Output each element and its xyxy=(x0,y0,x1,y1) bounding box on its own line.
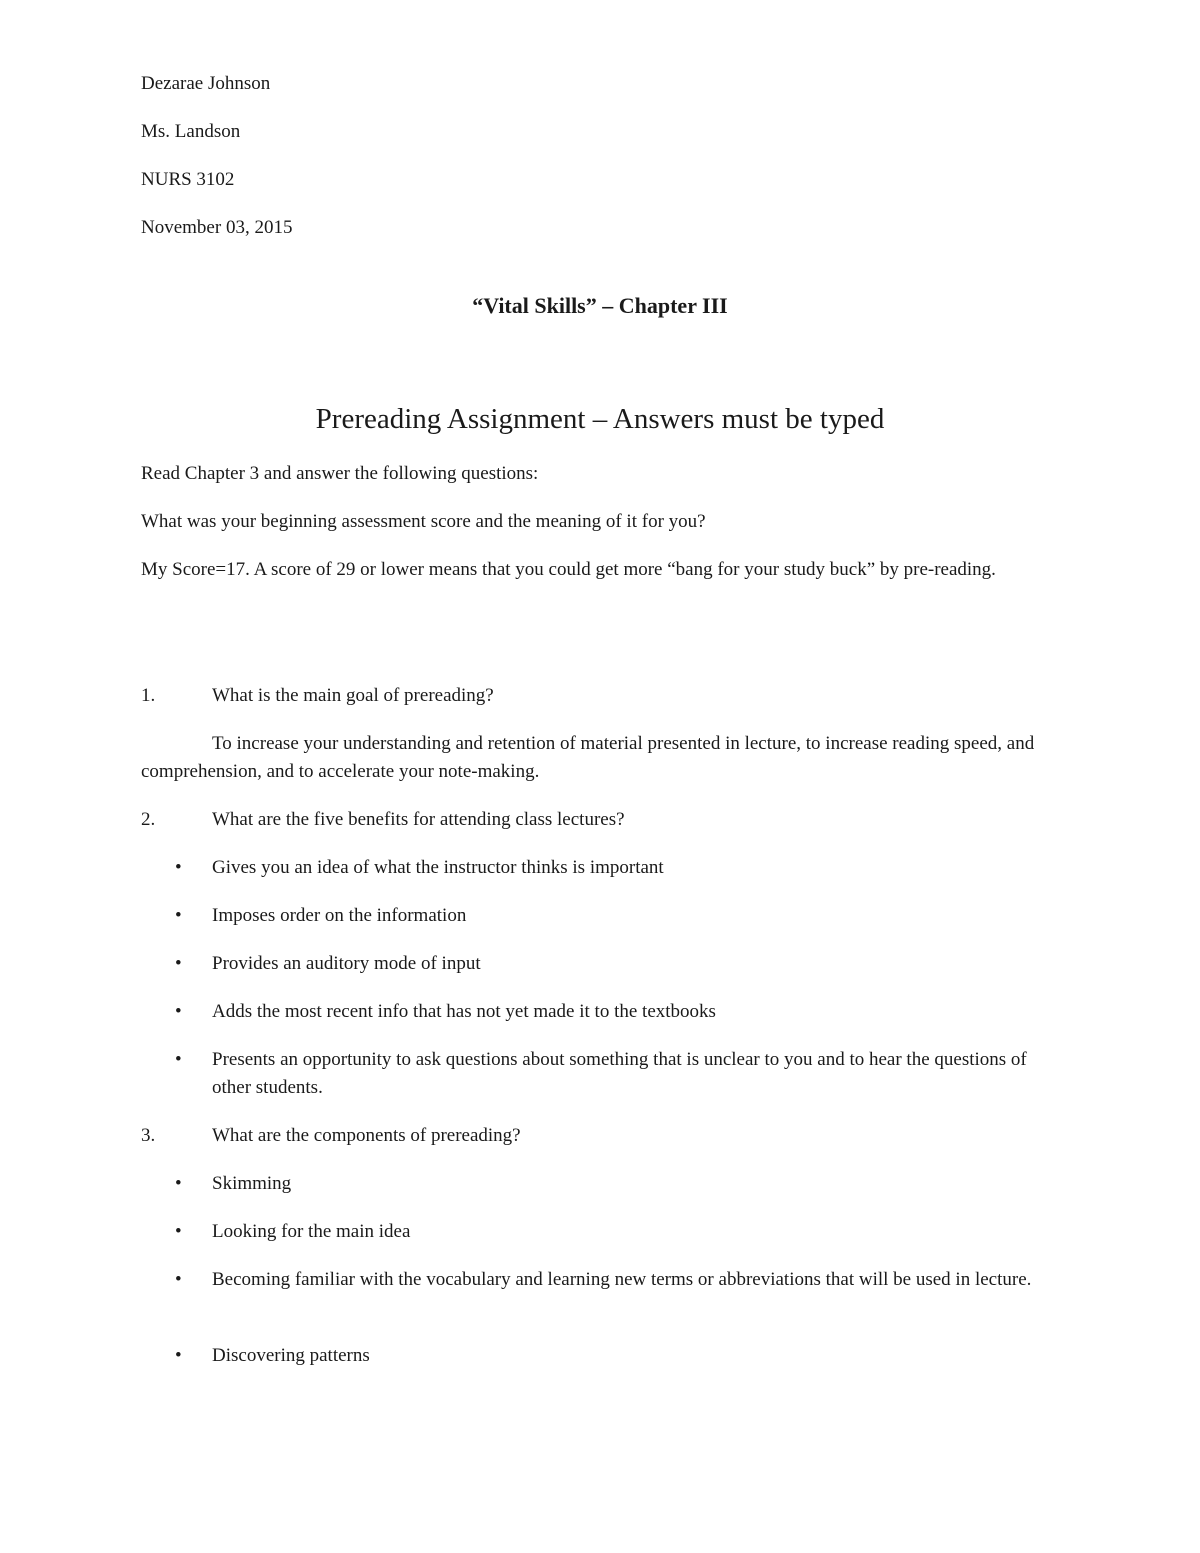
question-number: 2. xyxy=(141,809,156,830)
bullet-marker: • xyxy=(175,1001,182,1022)
assignment-heading: Prereading Assignment – Answers must be typed xyxy=(315,403,885,435)
document-title: “Vital Skills” – Chapter III xyxy=(472,293,728,318)
bullet-marker: • xyxy=(175,1049,182,1070)
list-item: Becoming familiar with the vocabulary and learning new terms or abbreviations that will be used in lecture. xyxy=(212,1269,1032,1290)
bullet-marker: • xyxy=(175,1345,182,1366)
list-item: Adds the most recent info that has not yet made it to the textbooks xyxy=(212,1001,716,1022)
question-text: What is the main goal of prereading? xyxy=(212,685,494,706)
assessment-question: What was your beginning assessment score and the meaning of it for you? xyxy=(141,511,706,532)
question-number: 3. xyxy=(141,1125,156,1146)
student-name: Dezarae Johnson xyxy=(141,73,271,94)
question-text: What are the five benefits for attending class lectures? xyxy=(212,809,625,830)
bullet-marker: • xyxy=(175,1221,182,1242)
bullet-marker: • xyxy=(175,1173,182,1194)
intro-text: Read Chapter 3 and answer the following questions: xyxy=(141,463,539,484)
bullet-marker: • xyxy=(175,1269,182,1290)
bullet-marker: • xyxy=(175,857,182,878)
list-item: Gives you an idea of what the instructor thinks is important xyxy=(212,857,664,878)
question-answer: To increase your understanding and retention of material presented in lecture, to increase reading speed, and comprehension, and to accelerate your note-making. xyxy=(141,733,1035,782)
course-code: NURS 3102 xyxy=(141,169,235,190)
list-item: Imposes order on the information xyxy=(212,905,467,926)
bullet-marker: • xyxy=(175,953,182,974)
list-item: Skimming xyxy=(212,1173,292,1194)
list-item: Discovering patterns xyxy=(212,1345,370,1366)
question-number: 1. xyxy=(141,685,156,706)
submission-date: November 03, 2015 xyxy=(141,217,293,238)
list-item: Provides an auditory mode of input xyxy=(212,953,481,974)
bullet-marker: • xyxy=(175,905,182,926)
instructor-name: Ms. Landson xyxy=(141,121,241,142)
assessment-answer: My Score=17. A score of 29 or lower means that you could get more “bang for your study buck” by pre-reading. xyxy=(141,559,996,580)
list-item: Presents an opportunity to ask questions about something that is unclear to you and to hear the questions of other students. xyxy=(212,1049,1027,1098)
question-text: What are the components of prereading? xyxy=(212,1125,521,1146)
list-item: Looking for the main idea xyxy=(212,1221,411,1242)
